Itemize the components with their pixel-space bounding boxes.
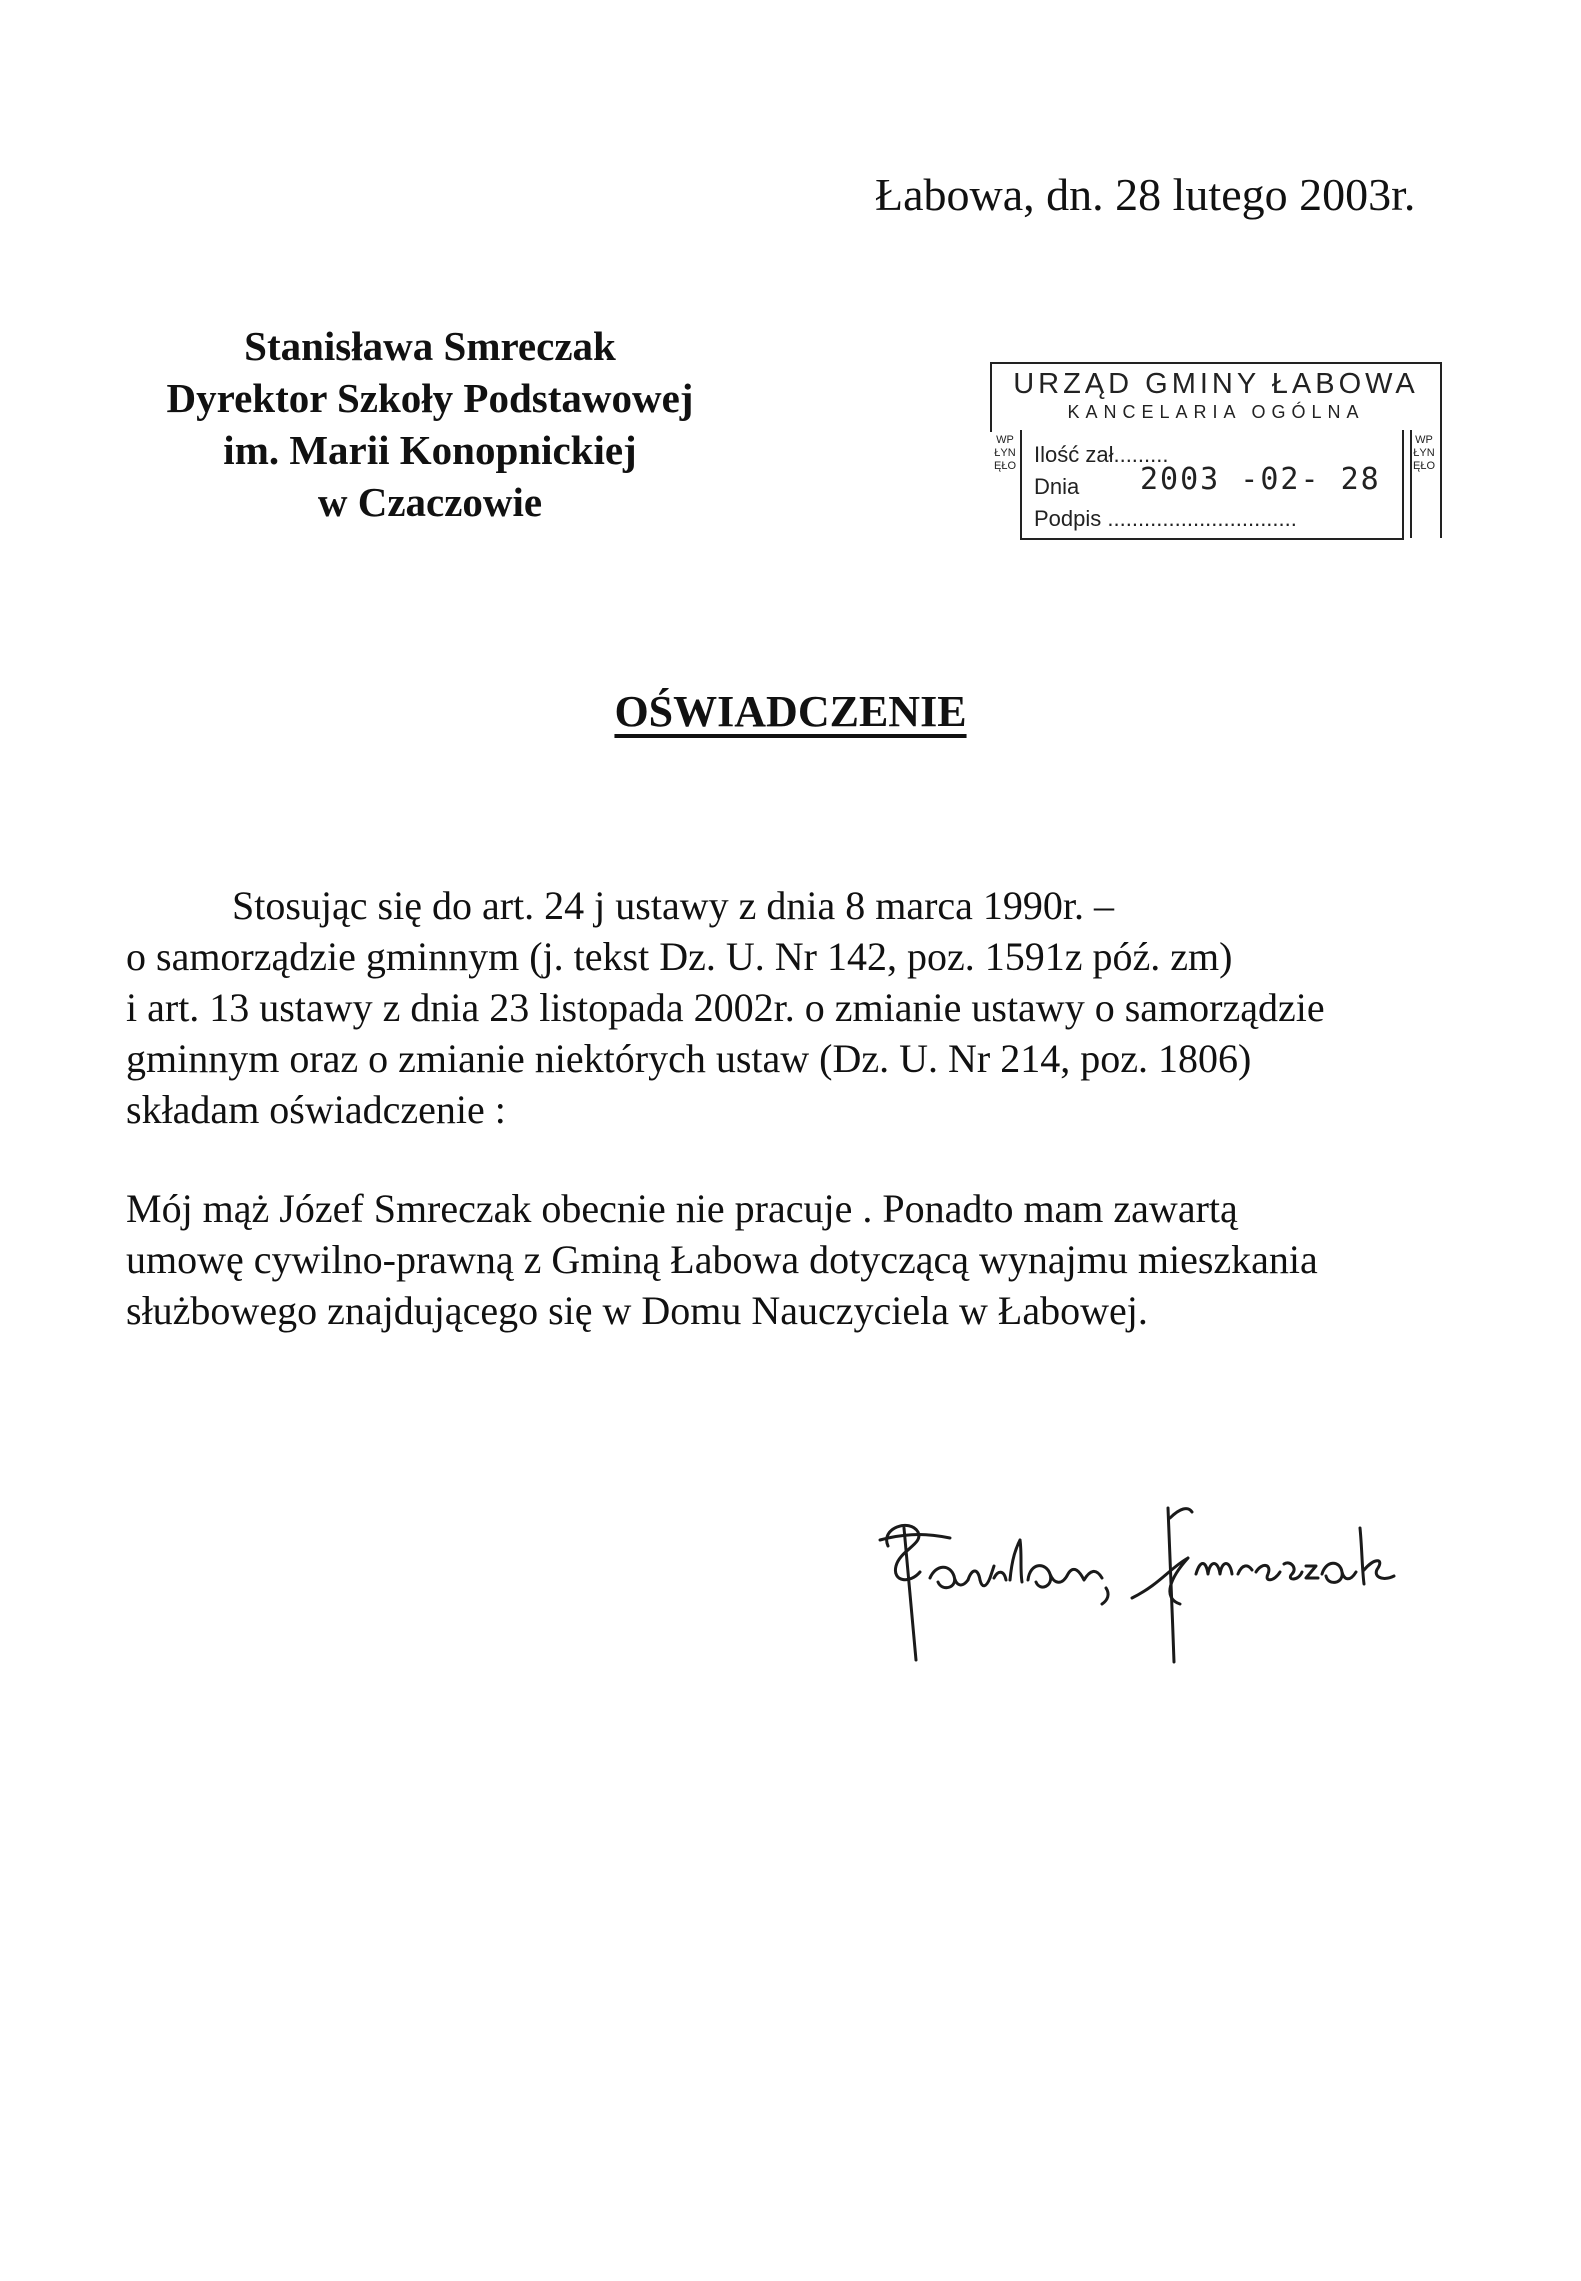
registration-stamp bbox=[990, 362, 1440, 542]
paragraph-line: służbowego znajdującego się w Domu Nauczyciela w Łabowej. bbox=[126, 1288, 1148, 1333]
paragraph-line: składam oświadczenie : bbox=[126, 1087, 506, 1132]
sender-block bbox=[120, 320, 740, 528]
stamp-department: KANCELARIA OGÓLNA bbox=[1067, 402, 1365, 422]
paragraph-line: gminnym oraz o zmianie niektórych ustaw (Dz. U. Nr 214, poz. 1806) bbox=[126, 1036, 1252, 1081]
paragraph-line: o samorządzie gminnym (j. tekst Dz. U. Nr 142, poz. 1591z póź. zm) bbox=[126, 934, 1233, 979]
stamp-signature-label: Podpis ............................... bbox=[1034, 506, 1297, 531]
document-title: OŚWIADCZENIE bbox=[614, 687, 967, 736]
paragraph-line: i art. 13 ustawy z dnia 23 listopada 2002r. o zmianie ustawy o samorządzie bbox=[126, 985, 1325, 1030]
stamp-office-name: URZĄD GMINY ŁABOWA bbox=[1013, 368, 1419, 400]
sender-location: w Czaczowie bbox=[317, 479, 543, 525]
stamp-date-value: 2003 -02- 28 bbox=[1140, 462, 1381, 497]
stamp-side-label-left: WPŁYNĘŁO bbox=[994, 434, 1017, 472]
stamp-date-label: Dnia bbox=[1034, 474, 1080, 499]
sender-school-name: im. Marii Konopnickiej bbox=[223, 427, 637, 473]
sender-name: Stanisława Smreczak bbox=[244, 323, 616, 369]
paragraph-line: Mój mąż Józef Smreczak obecnie nie pracuje . Ponadto mam zawartą bbox=[126, 1186, 1238, 1231]
statement-paragraph-legal-basis bbox=[126, 880, 1536, 1135]
paragraph-line: Stosując się do art. 24 j ustawy z dnia 8 marca 1990r. – bbox=[232, 883, 1115, 928]
paragraph-line: umowę cywilno-prawną z Gminą Łabowa dotyczącą wynajmu mieszkania bbox=[126, 1237, 1318, 1282]
stamp-attachments-label: Ilość zał......... bbox=[1034, 442, 1169, 467]
handwritten-signature bbox=[870, 1488, 1430, 1668]
statement-paragraph-content bbox=[126, 1183, 1536, 1336]
place-date: Łabowa, dn. 28 lutego 2003r. bbox=[875, 169, 1416, 220]
stamp-side-label-right: WPŁYNĘŁO bbox=[1413, 434, 1436, 472]
sender-position: Dyrektor Szkoły Podstawowej bbox=[166, 375, 694, 421]
